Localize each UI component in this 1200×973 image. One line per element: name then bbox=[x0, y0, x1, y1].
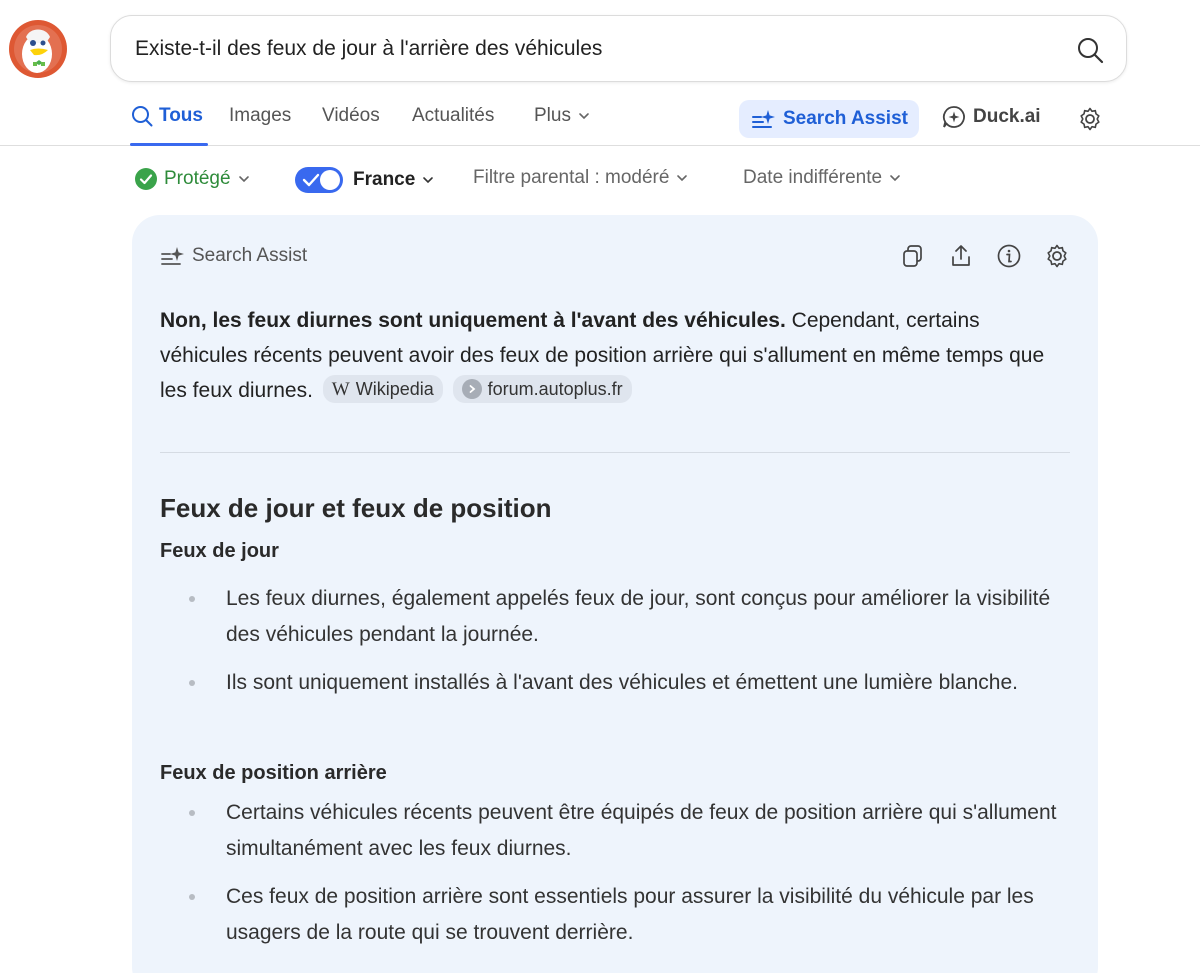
active-tab-indicator bbox=[130, 143, 208, 146]
date-filter-label: Date indifférente bbox=[743, 167, 883, 188]
chevron-down-icon bbox=[237, 172, 251, 186]
card-actions bbox=[900, 243, 1070, 269]
tab-all[interactable] bbox=[131, 105, 203, 127]
sparkle-list-icon bbox=[751, 108, 775, 130]
filter-bar bbox=[0, 164, 1200, 196]
sparkle-list-icon bbox=[160, 245, 184, 267]
bullet-list bbox=[160, 795, 1080, 963]
settings-gear-icon[interactable] bbox=[1077, 106, 1103, 132]
divider bbox=[160, 452, 1070, 453]
subsection-title: Feux de position arrière bbox=[160, 762, 387, 784]
search-icon bbox=[131, 105, 153, 127]
copy-icon[interactable] bbox=[900, 243, 926, 269]
list-item: Certains véhicules récents peuvent être équipés de feux de position arrière qui s'allument simultanément avec les feux diurnes. bbox=[160, 795, 1080, 867]
section-title: Feux de jour et feux de position bbox=[160, 493, 552, 523]
search-assist-button[interactable] bbox=[739, 100, 919, 138]
chat-sparkle-icon bbox=[941, 104, 967, 130]
share-icon[interactable] bbox=[948, 243, 974, 269]
bullet-list bbox=[160, 581, 1080, 713]
region-toggle[interactable] bbox=[295, 167, 343, 193]
chevron-down-icon bbox=[577, 109, 591, 123]
answer-detail: Cependant, certains véhicules récents peuvent avoir des feux de position arrière qui s'allument en même temps que les feux diurnes. bbox=[160, 309, 1045, 402]
chevron-down-icon bbox=[888, 171, 902, 185]
check-icon bbox=[302, 170, 320, 190]
tab-news[interactable] bbox=[412, 105, 494, 127]
region-label: France bbox=[353, 169, 416, 190]
chevron-right-icon bbox=[462, 379, 482, 399]
parental-filter[interactable] bbox=[473, 167, 689, 189]
tab-more[interactable] bbox=[534, 105, 591, 127]
assist-answer bbox=[160, 303, 1070, 408]
tab-videos[interactable] bbox=[322, 105, 380, 127]
search-icon[interactable] bbox=[1076, 36, 1104, 64]
list-item: Ils sont uniquement installés à l'avant des véhicules et émettent une lumière blanche. bbox=[160, 665, 1080, 701]
info-icon[interactable] bbox=[996, 243, 1022, 269]
date-filter[interactable] bbox=[743, 167, 902, 189]
answer-summary: Non, les feux diurnes sont uniquement à l'avant des véhicules. bbox=[160, 309, 786, 332]
source-label: Wikipedia bbox=[355, 378, 434, 399]
source-chip-wikipedia[interactable] bbox=[323, 375, 443, 403]
wikipedia-icon: W bbox=[331, 378, 350, 400]
list-item: Les feux diurnes, également appelés feux de jour, sont conçus pour améliorer la visibilité des véhicules pendant la journée. bbox=[160, 581, 1080, 653]
tab-label: Vidéos bbox=[322, 105, 380, 126]
duckduckgo-logo[interactable] bbox=[8, 19, 68, 79]
settings-gear-icon[interactable] bbox=[1044, 243, 1070, 269]
tab-label: Tous bbox=[159, 105, 203, 126]
card-header bbox=[160, 245, 307, 267]
tab-label: Plus bbox=[534, 105, 571, 126]
tab-images[interactable] bbox=[229, 105, 291, 127]
tab-label: Images bbox=[229, 105, 292, 126]
search-assist-card bbox=[132, 215, 1098, 973]
chevron-down-icon bbox=[675, 171, 689, 185]
check-circle-icon bbox=[134, 167, 158, 191]
card-title: Search Assist bbox=[192, 245, 308, 266]
duck-ai-button[interactable] bbox=[941, 104, 1041, 130]
subsection-title: Feux de jour bbox=[160, 540, 279, 562]
nav-tabs bbox=[0, 100, 1200, 146]
list-item: Ces feux de position arrière sont essentiels pour assurer la visibilité du véhicule par les usagers de la route qui se trouvent derrière. bbox=[160, 879, 1080, 951]
source-label: forum.autoplus.fr bbox=[487, 378, 623, 399]
search-input[interactable] bbox=[135, 34, 1035, 64]
parental-filter-label: Filtre parental : modéré bbox=[473, 167, 670, 188]
search-assist-label: Search Assist bbox=[783, 108, 908, 129]
safe-search-label: Protégé bbox=[164, 168, 231, 189]
duck-ai-label: Duck.ai bbox=[973, 106, 1041, 127]
safe-search-filter[interactable] bbox=[134, 167, 251, 191]
search-box bbox=[110, 15, 1127, 82]
chevron-down-icon bbox=[421, 173, 435, 187]
region-filter[interactable] bbox=[295, 167, 435, 193]
source-chip-autoplus[interactable] bbox=[453, 375, 632, 403]
tab-label: Actualités bbox=[412, 105, 495, 126]
